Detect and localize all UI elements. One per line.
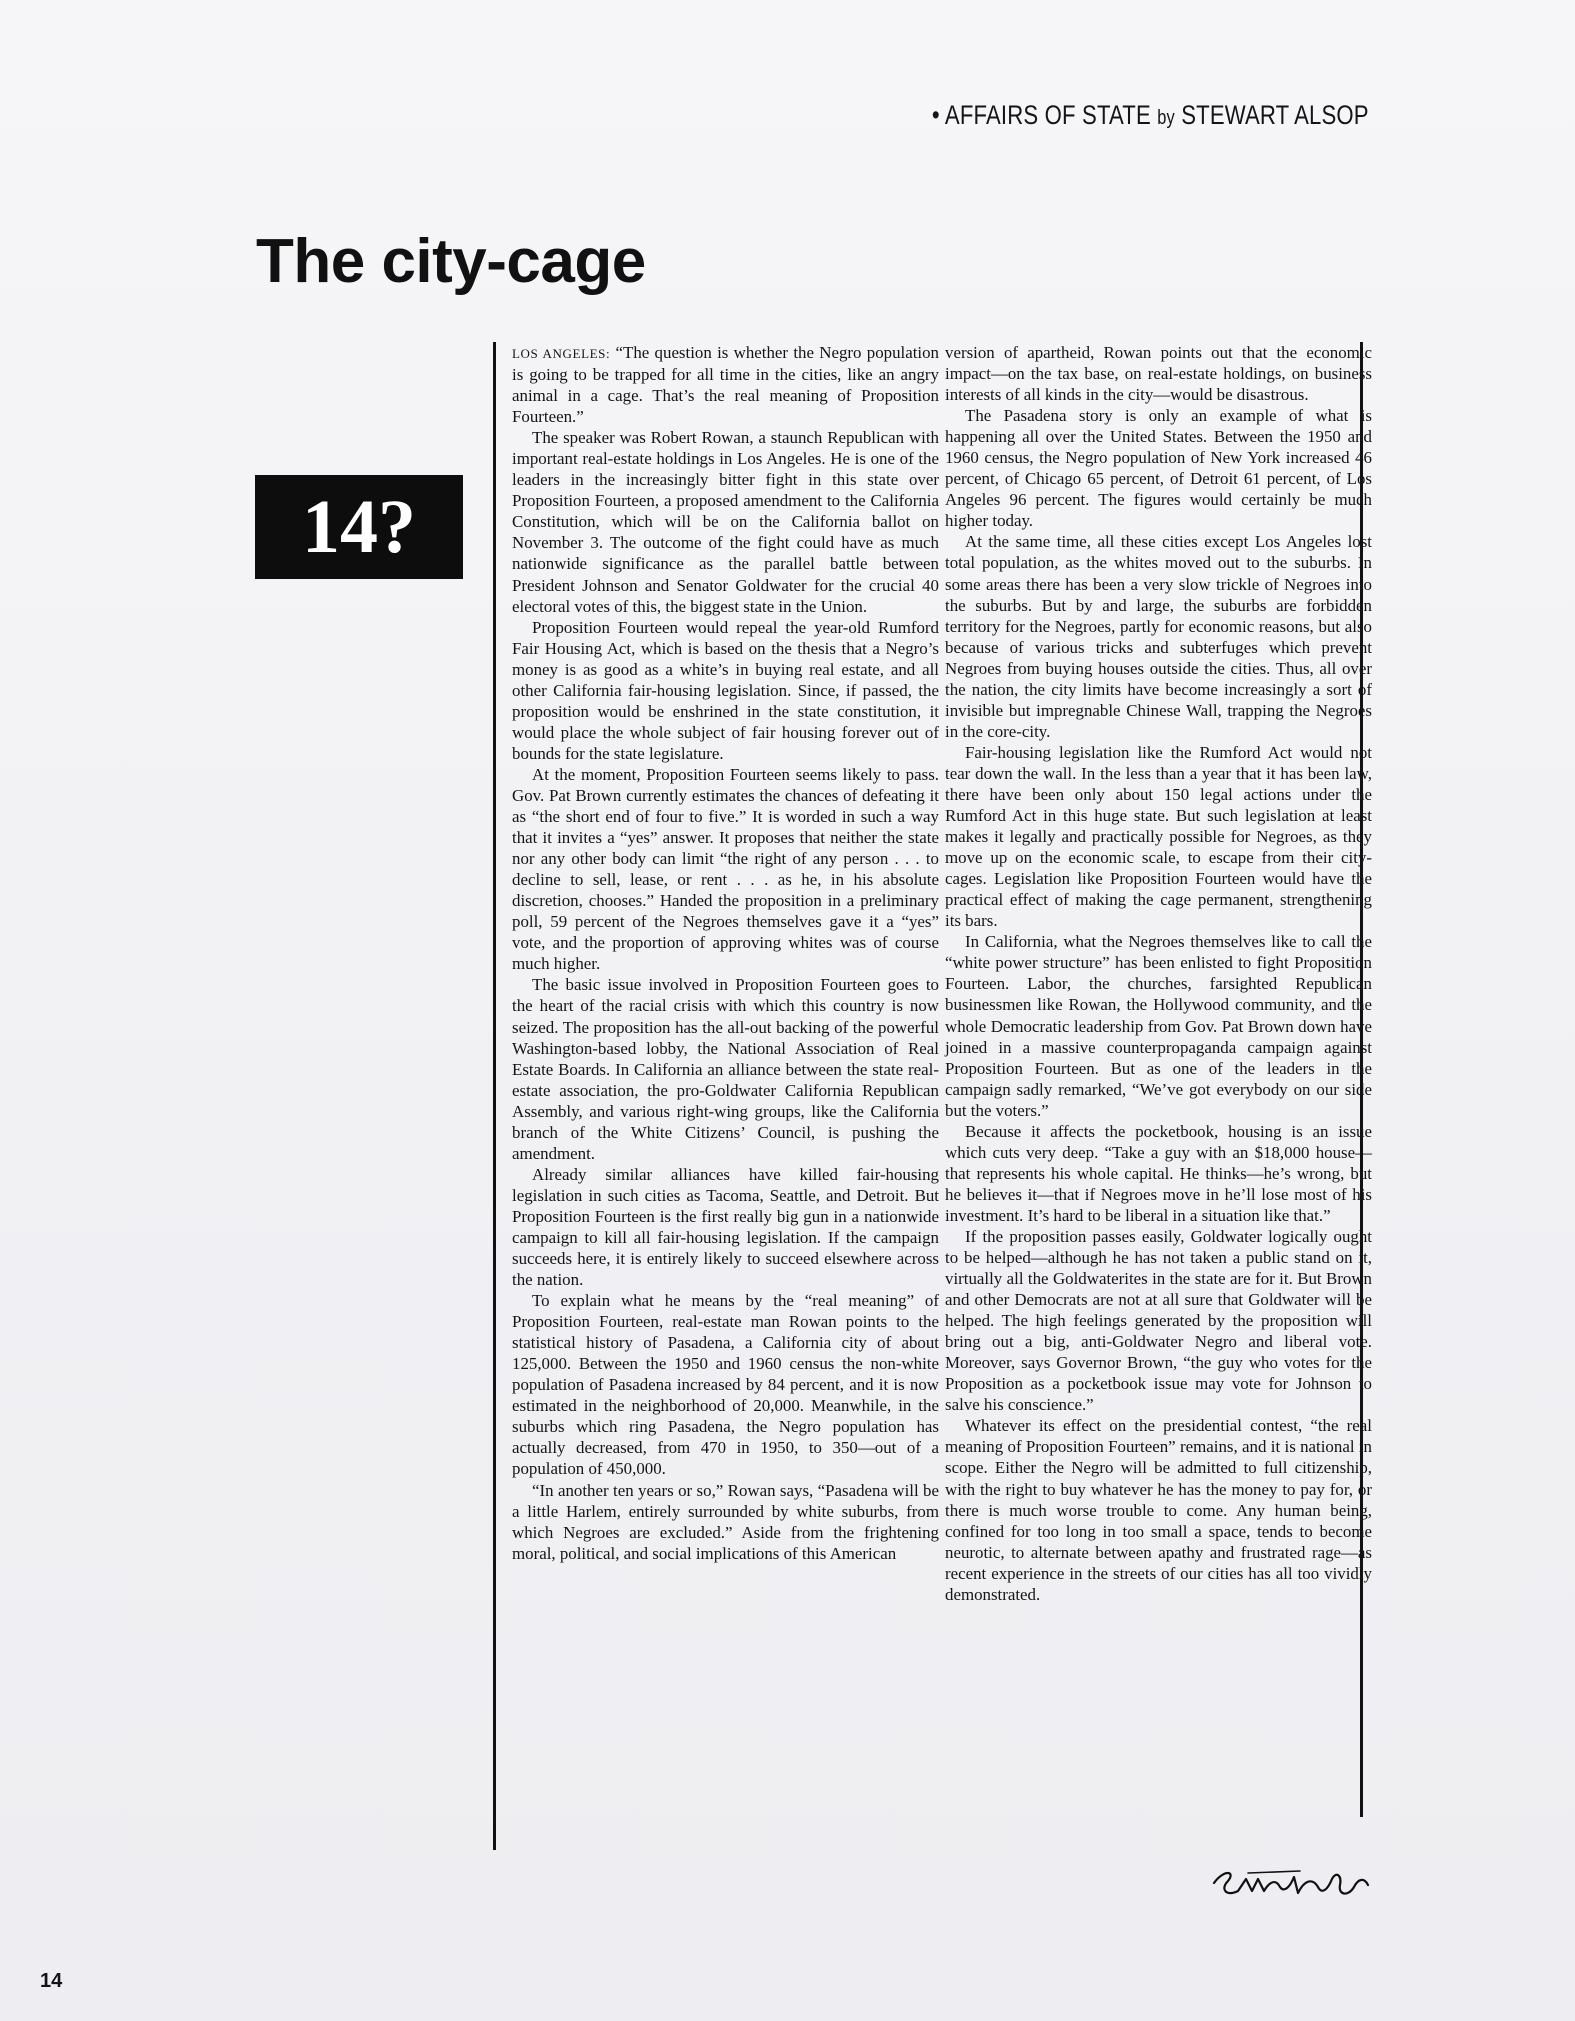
- article-paragraph: The basic issue involved in Proposition Fourteen goes to the heart of the racial crisis with which this country is now seized. The proposition has the all-out backing of the powerful Washington-based lobby, the National Association of Real Estate Boards. In California an alliance between the state real-estate association, the pro-Goldwater California Republican Assembly, and various right-wing groups, like the California branch of the White Citizens’ Council, is pushing the amendment.: [512, 975, 939, 1163]
- article-paragraph: The speaker was Robert Rowan, a staunch Republican with important real-estate holdings in Los Angeles. He is one of the leaders in the increasingly bitter fight in this state over Proposition Fourteen, a proposed amendment to the California Constitution, which will be on the California ballot on November 3. The outcome of the fight could have as much nationwide significance as the parallel battle between President Johnson and Senator Goldwater for the crucial 40 electoral votes of this, the biggest state in the Union.: [512, 428, 939, 616]
- article-paragraph: Fair-housing legislation like the Rumford Act would not tear down the wall. In the less than a year that it has been law, there have been only about 150 legal actions under the Rumford Act in this huge state. But such legislation at least makes it legally and practically possible for Negroes, as they move up on the economic scale, to escape from their city-cages. Legislation like Proposition Fourteen would have the practical effect of making the cage permanent, strengthening its bars.: [945, 742, 1372, 931]
- proposition-badge: 14?: [255, 475, 463, 579]
- section-kicker: [932, 100, 1369, 131]
- kicker-author: STEWART ALSOP: [1181, 100, 1369, 130]
- page-number: 14: [40, 1970, 63, 1992]
- article-paragraph: “In another ten years or so,” Rowan says, “Pasadena will be a little Harlem, entirely surrounded by white suburbs, from which Negroes are excluded.” Aside from the frightening moral, political, and social implications of this American: [512, 1480, 939, 1563]
- article-paragraph: [512, 342, 939, 427]
- article-paragraph: In California, what the Negroes themselves like to call the “white power structure” has been enlisted to fight Proposition Fourteen. Labor, the churches, farsighted Republican businessmen like Rowan, the Hollywood community, and the whole Democratic leadership from Gov. Pat Brown down have joined in a massive counterpropaganda campaign against Proposition Fourteen. But as one of the leaders in the campaign sadly remarked, “We’ve got everybody on our side but the voters.”: [945, 932, 1372, 1120]
- article-paragraph: The Pasadena story is only an example of what is happening all over the United States. Between the 1950 and 1960 census, the Negro population of New York increased 46 percent, of Chicago 65 percent, of Detroit 61 percent, of Los Angeles 96 percent. The figures would certainly be much higher today.: [945, 406, 1372, 531]
- article-paragraph: If the proposition passes easily, Goldwater logically ought to be helped—although he has not taken a public stand on it, virtually all the Goldwaterites in the state are for it. But Brown and other Democrats are not at all sure that Goldwater will be helped. The high feelings generated by the proposition will bring out a big, anti-Goldwater Negro and liberal vote. Moreover, says Governor Brown, “the guy who votes for the Proposition as a pocketbook issue may vote for Johnson to salve his conscience.”: [945, 1226, 1372, 1415]
- article-paragraph: Because it affects the pocketbook, housing is an issue which cuts very deep. “Take a guy with an $18,000 house—that represents his whole capital. He thinks—he’s wrong, but he believes it—that if Negroes move in he’ll lose most of his investment. It’s hard to be liberal in a situation like that.”: [945, 1121, 1372, 1225]
- headline: The city-cage: [256, 227, 646, 296]
- article-paragraph: Proposition Fourteen would repeal the year-old Rumford Fair Housing Act, which is based on the thesis that a Negro’s money is as good as a white’s in buying real estate, and all other California fair-housing legislation. Since, if passed, the proposition would be enshrined in the state constitution, it would place the whole subject of fair housing forever out of bounds for the state legislature.: [512, 617, 939, 763]
- article-paragraph: Whatever its effect on the presidential contest, “the real meaning of Proposition Fourteen” remains, and it is national in scope. Either the Negro will be admitted to full citizenship, with the right to buy whatever he has the money to pay for, or there is much worse trouble to come. Any human being, confined for too long in too small a space, tends to become neurotic, to alternate between apathy and frustrated rage—as recent experience in the streets of our cities has all too vividly demonstrated.: [945, 1416, 1372, 1604]
- kicker-bullet: •: [932, 100, 941, 130]
- article-paragraph: At the same time, all these cities except Los Angeles lost total population, as the whites moved out to the suburbs. In some areas there has been a very slow trickle of Negroes into the suburbs. But by and large, the suburbs are forbidden territory for the Negroes, partly for economic reasons, but also because of various tricks and subterfuges which prevent Negroes from buying houses outside the cities. Thus, all over the nation, the city limits have become increasingly a sort of invisible but impregnable Chinese Wall, trapping the Negroes in the core-city.: [945, 532, 1372, 741]
- article-paragraph: To explain what he means by the “real meaning” of Proposition Fourteen, real-estate man Rowan points to the statistical history of Pasadena, a California city of about 125,000. Between the 1950 and 1960 census the non-white population of Pasadena increased by 84 percent, and it is now estimated in the neighborhood of 20,000. Meanwhile, in the suburbs which ring Pasadena, the Negro population has actually decreased, from 470 in 1950, to 350—out of a population of 450,000.: [512, 1291, 939, 1479]
- article-paragraph: Already similar alliances have killed fair-housing legislation in such cities as Tacoma, Seattle, and Detroit. But Proposition Fourteen is the first really big gun in a nationwide campaign to kill all fair-housing legislation. If the campaign succeeds here, it is entirely likely to succeed elsewhere across the nation.: [512, 1164, 939, 1290]
- article-paragraph: At the moment, Proposition Fourteen seems likely to pass. Gov. Pat Brown currently estimates the chances of defeating it as “the short end of four to five.” It is worded in such a way that it invites a “yes” answer. It proposes that neither the state nor any other body can limit “the right of any person . . . to decline to sell, lease, or rent . . . as he, in his absolute discretion, chooses.” Handed the proposition in a preliminary poll, 59 percent of the Negroes themselves gave it a “yes” vote, and the proportion of approving whites was of course much higher.: [512, 764, 939, 974]
- kicker-section: AFFAIRS OF STATE: [945, 100, 1152, 130]
- column-rule-left: [493, 342, 496, 1850]
- paragraph-text: “The question is whether the Negro population is going to be trapped for all time in the cities, like an angry animal in a cage. That’s the real meaning of Proposition Fourteen.”: [512, 343, 939, 427]
- article-column-2: [945, 342, 1372, 1605]
- kicker-by: by: [1157, 107, 1176, 129]
- article-paragraph: version of apartheid, Rowan points out that the economic impact—on the tax base, on real-estate holdings, on business interests of all kinds in the city—would be disastrous.: [945, 343, 1372, 405]
- author-signature: [1208, 1857, 1373, 1905]
- dateline: LOS ANGELES:: [512, 346, 611, 361]
- article-column-1: [512, 342, 939, 1564]
